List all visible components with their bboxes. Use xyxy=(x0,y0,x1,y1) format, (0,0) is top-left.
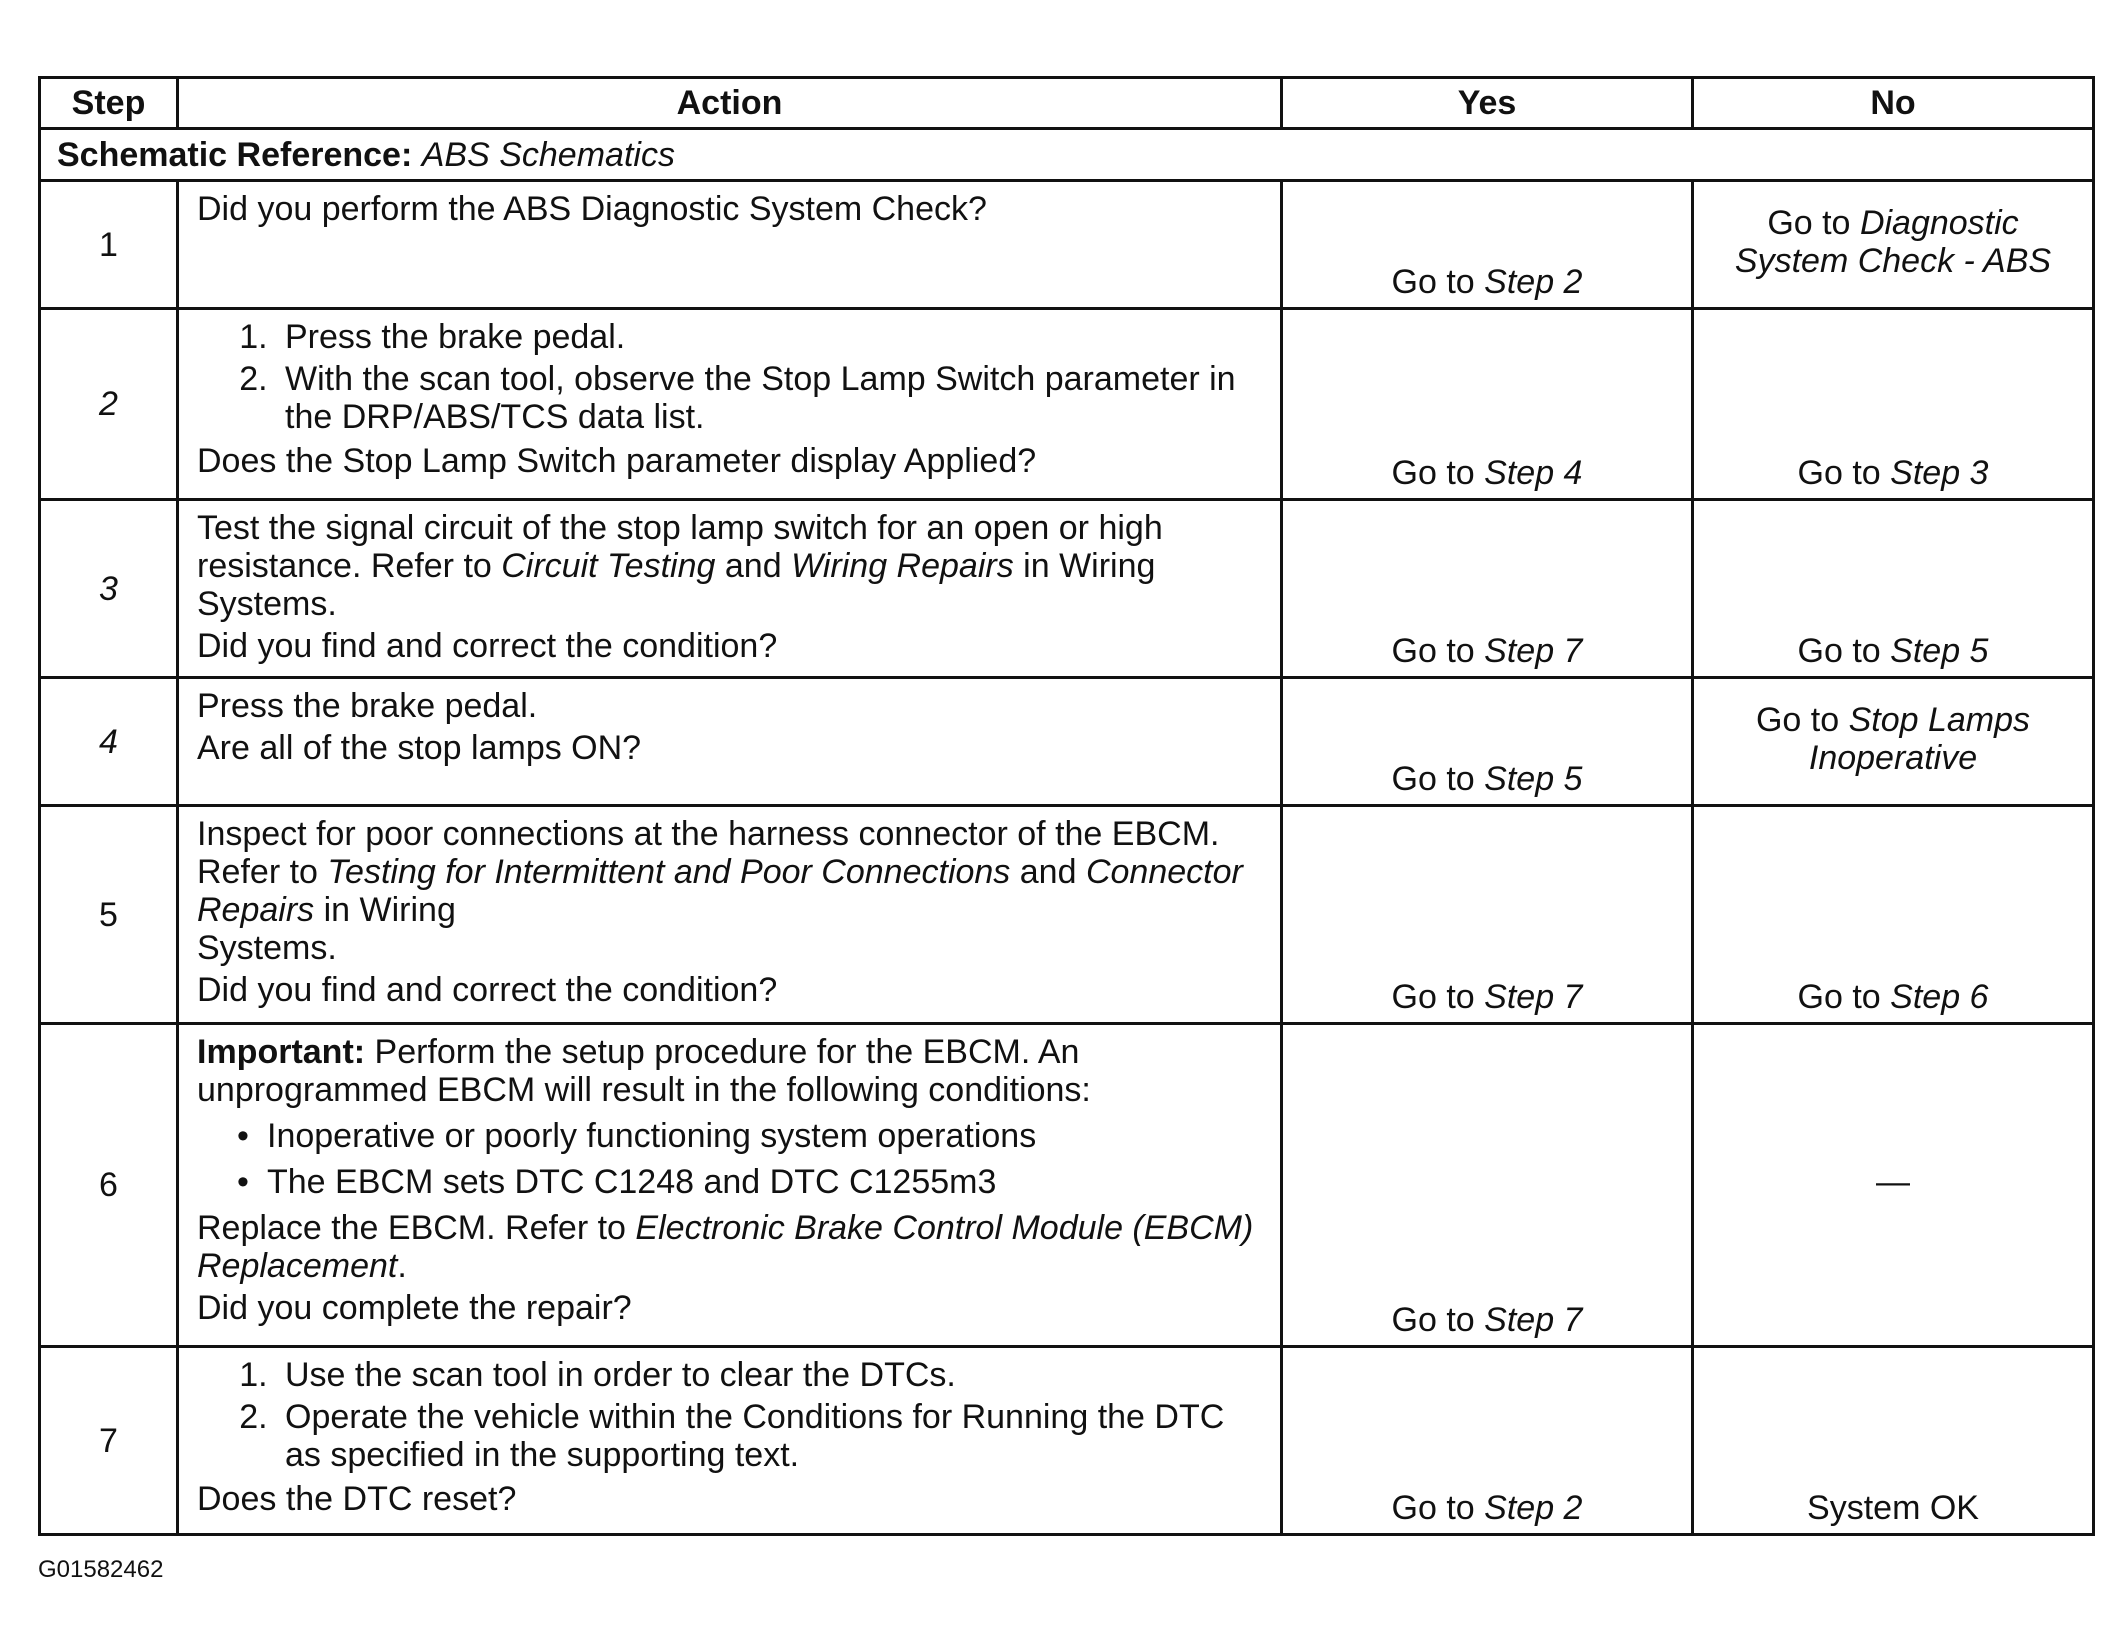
yes-prefix: Go to xyxy=(1391,760,1475,798)
table-row xyxy=(40,806,2094,1024)
yes-step-link[interactable]: Step 2 xyxy=(1484,263,1583,301)
schematic-reference-link[interactable]: ABS Schematics xyxy=(421,135,675,174)
no-prefix: Go to xyxy=(1797,632,1881,670)
numbered-list xyxy=(197,318,1264,436)
header-no: No xyxy=(1693,78,2094,129)
action-cell xyxy=(178,181,1282,309)
yes-prefix: Go to xyxy=(1391,454,1475,492)
table-row xyxy=(40,181,2094,309)
step-number: 2 xyxy=(40,309,178,500)
no-prefix: Go to xyxy=(1767,203,1851,242)
yes-step-link[interactable]: Step 2 xyxy=(1484,1489,1583,1527)
yes-cell xyxy=(1282,309,1693,500)
action-cell xyxy=(178,309,1282,500)
reference-ebcm-replacement[interactable]: Electronic Brake Control Module (EBCM) Replacement xyxy=(197,1209,1254,1285)
table-row xyxy=(40,309,2094,500)
numbered-list xyxy=(197,1356,1264,1474)
header-action: Action xyxy=(178,78,1282,129)
yes-step-link[interactable]: Step 5 xyxy=(1484,760,1583,798)
action-cell xyxy=(178,806,1282,1024)
yes-step-link[interactable]: Step 7 xyxy=(1484,1301,1583,1339)
yes-step-link[interactable]: Step 4 xyxy=(1484,454,1583,492)
list-item: • Inoperative or poorly functioning system operations xyxy=(267,1117,1264,1155)
table-row xyxy=(40,678,2094,806)
instruction-text: Replace the EBCM. Refer to xyxy=(197,1209,626,1247)
no-prefix: Go to xyxy=(1797,454,1881,492)
reference-intermittent-connections[interactable]: Testing for Intermittent and Poor Connections xyxy=(327,853,1011,891)
question: Did you perform the ABS Diagnostic System Check? xyxy=(197,190,987,228)
no-step-link[interactable]: Step 3 xyxy=(1890,454,1989,492)
action-cell xyxy=(178,500,1282,678)
question: Did you find and correct the condition? xyxy=(197,971,778,1009)
list-item: 2. With the scan tool, observe the Stop Lamp Switch parameter in the DRP/ABS/TCS data list. xyxy=(277,360,1264,436)
step-number: 6 xyxy=(40,1024,178,1347)
instruction-text: Systems. xyxy=(197,929,337,967)
no-step-link[interactable]: Step 6 xyxy=(1890,978,1989,1016)
instruction: Press the brake pedal. xyxy=(197,687,538,725)
step-number: 5 xyxy=(40,806,178,1024)
no-cell xyxy=(1693,806,2094,1024)
question: Did you complete the repair? xyxy=(197,1289,632,1327)
no-link-line-1[interactable]: Stop Lamps xyxy=(1848,700,2031,739)
header-step: Step xyxy=(40,78,178,129)
table-row xyxy=(40,1347,2094,1535)
yes-prefix: Go to xyxy=(1391,978,1475,1016)
instruction-text: in Wiring Systems. xyxy=(197,547,1156,623)
header-yes: Yes xyxy=(1282,78,1693,129)
list-item: 1. Press the brake pedal. xyxy=(277,318,1264,356)
question: Does the DTC reset? xyxy=(197,1480,517,1518)
question: Did you find and correct the condition? xyxy=(197,627,778,665)
step-number: 3 xyxy=(40,500,178,678)
list-item: 2. Operate the vehicle within the Conditions for Running the DTC as specified in the supporting text. xyxy=(277,1398,1264,1474)
no-cell: — xyxy=(1693,1024,2094,1347)
yes-prefix: Go to xyxy=(1391,1301,1475,1339)
step-number: 4 xyxy=(40,678,178,806)
no-link-line-1[interactable]: Diagnostic xyxy=(1859,203,2019,242)
step-number: 1 xyxy=(40,181,178,309)
yes-cell xyxy=(1282,806,1693,1024)
action-cell xyxy=(178,678,1282,806)
no-cell: System OK xyxy=(1693,1347,2094,1535)
diagnostic-table xyxy=(38,76,2095,1536)
yes-step-link[interactable]: Step 7 xyxy=(1484,632,1583,670)
no-link-line-2[interactable]: System Check - ABS xyxy=(1734,241,2052,280)
important-label: Important: xyxy=(197,1033,366,1071)
header-row xyxy=(40,78,2094,129)
reference-wiring-repairs[interactable]: Wiring Repairs xyxy=(791,547,1014,585)
yes-prefix: Go to xyxy=(1391,632,1475,670)
schematic-reference-label: Schematic Reference: xyxy=(57,135,413,174)
schematic-reference xyxy=(40,129,2094,181)
list-item: 1. Use the scan tool in order to clear the DTCs. xyxy=(277,1356,1264,1394)
instruction-text: and xyxy=(724,547,782,585)
no-cell xyxy=(1693,181,2094,309)
no-cell xyxy=(1693,500,2094,678)
reference-connector-repairs[interactable]: Connector Repairs xyxy=(197,853,1243,929)
no-prefix: Go to xyxy=(1755,700,1840,739)
yes-prefix: Go to xyxy=(1391,263,1475,301)
instruction xyxy=(197,1209,1264,1285)
figure-id: G01582462 xyxy=(38,1556,164,1583)
instruction xyxy=(197,509,1264,623)
question: Are all of the stop lamps ON? xyxy=(197,729,642,767)
instruction-text: and xyxy=(1019,853,1077,891)
reference-circuit-testing[interactable]: Circuit Testing xyxy=(501,547,716,585)
yes-cell xyxy=(1282,678,1693,806)
step-number: 7 xyxy=(40,1347,178,1535)
instruction-text: in Wiring xyxy=(323,891,456,929)
yes-cell xyxy=(1282,1347,1693,1535)
schematic-reference-row xyxy=(40,129,2094,181)
no-cell xyxy=(1693,309,2094,500)
bullet-list xyxy=(197,1117,1264,1201)
instruction-text: Inspect for poor connections at the harness connector of the EBCM. Refer to xyxy=(197,815,1220,891)
action-cell xyxy=(178,1347,1282,1535)
instruction xyxy=(197,815,1264,967)
instruction-text: Test the signal circuit of the stop lamp switch for an open or high resistance. Refer to xyxy=(197,509,1163,585)
table-row xyxy=(40,1024,2094,1347)
yes-prefix: Go to xyxy=(1391,1489,1475,1527)
important-note xyxy=(197,1033,1264,1109)
no-link-line-2[interactable]: Inoperative xyxy=(1808,738,1978,777)
yes-cell xyxy=(1282,500,1693,678)
yes-cell xyxy=(1282,1024,1693,1347)
table-row xyxy=(40,500,2094,678)
no-step-link[interactable]: Step 5 xyxy=(1890,632,1989,670)
action-cell xyxy=(178,1024,1282,1347)
instruction-text: . xyxy=(397,1247,407,1285)
question: Does the Stop Lamp Switch parameter display Applied? xyxy=(197,442,1037,480)
yes-step-link[interactable]: Step 7 xyxy=(1484,978,1583,1016)
yes-cell xyxy=(1282,181,1693,309)
no-cell xyxy=(1693,678,2094,806)
important-text: Perform the setup procedure for the EBCM. An unprogrammed EBCM will result in the following conditions: xyxy=(197,1033,1091,1109)
no-prefix: Go to xyxy=(1797,978,1881,1016)
list-item: • The EBCM sets DTC C1248 and DTC C1255m3 xyxy=(267,1163,1264,1201)
